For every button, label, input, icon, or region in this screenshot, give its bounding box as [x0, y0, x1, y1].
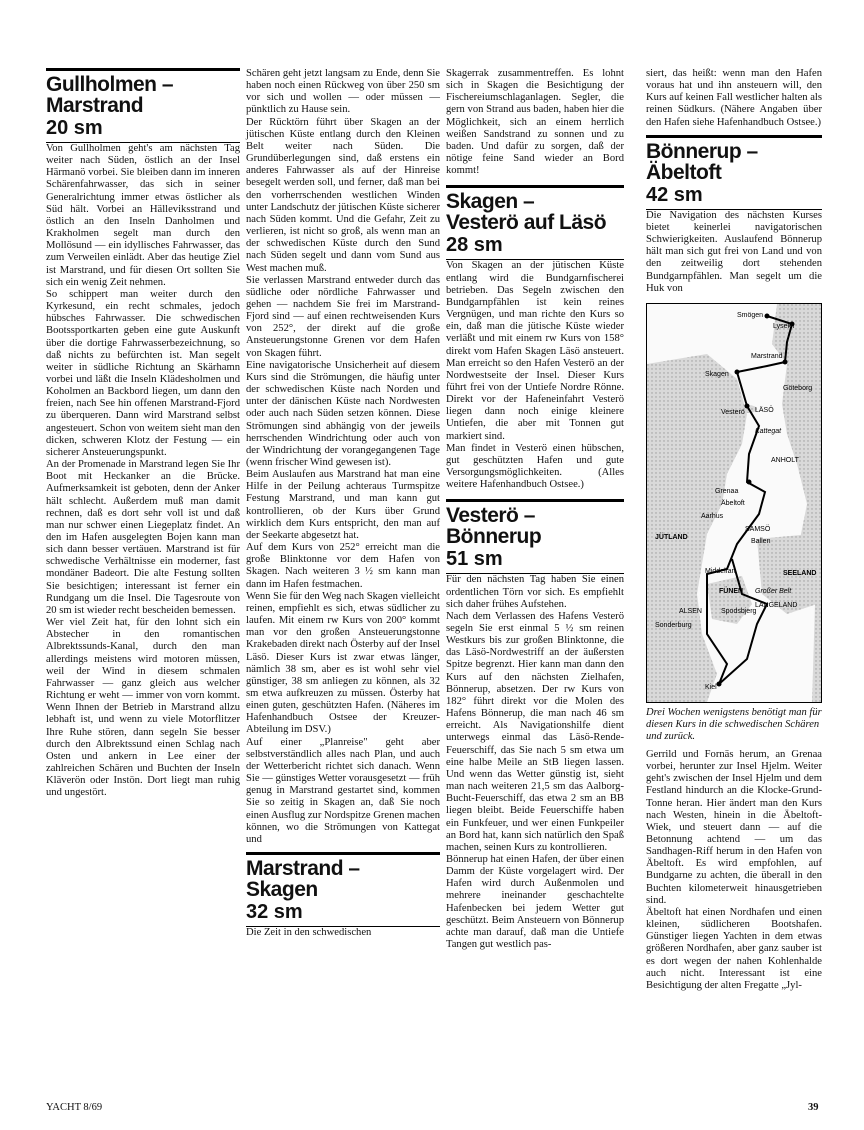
map-label-anholt: ANHOLT [771, 456, 799, 464]
section-heading-marstrand-skagen [246, 852, 440, 922]
map-label-spodsbjerg: Spodsbjerg [721, 607, 757, 615]
map-label-lysekil: Lysekil [773, 322, 795, 330]
paragraph: Auf dem Kurs von 252° erreicht man die große Blinktonne vor dem Hafen von Skagen. Nach weiteren 3 ½ sm kann man dann im Hafen festmachen. [246, 542, 440, 590]
column-3 [446, 68, 624, 951]
heading-title-line2: Marstrand [46, 94, 144, 117]
map-label-middelfart: Middelfart [705, 567, 736, 575]
paragraph: Beim Auslaufen aus Marstrand hat man eine Hilfe in der Peilung achteraus Turmspitze Festung Marstrand, und man kann gut kontrollieren, ob der Kurs über Grund wirklich dem Kurs entspricht, den man auf der Seekarte abgesetzt hat. [246, 469, 440, 541]
paragraph: Von Gullholmen geht's am nächsten Tag weiter nach Süden, östlich an der Insel Härmanö vorbei. Sie bleiben dann im inneren Schärenfahrwasser, das sich in seiner Generalrichtung immer etwas östlicher als Süd hält. Vorbei an Hälleviksstrand und östlich an den Inseln Danholmen und Krakholmen segelt man durch den Mollösund — ein idyllisches Fahrwasser, das zum Verweilen einlädt. Aber das heutige Ziel ist Marstrand, und für diesen Ort sollten Sie sich ein wenig Zeit nehmen. [46, 143, 240, 288]
paragraph: Skagerrak zusammentreffen. Es lohnt sich in Skagen die Besichtigung der Fischereiumschlaganlagen. Segler, die gern von Strand aus baden, haben hier die Möglichkeit, sich an einem herrlich weißen Sandstrand zu sonnen und zu baden. Und dafür zu sorgen, daß der nötige feine Sand wieder an Bord kommt! [446, 68, 624, 177]
paragraph: An der Promenade in Marstrand legen Sie Ihr Boot mit Heckanker an die Brücke. Aufmerksamkeit ist geboten, denn der Anker hält schlecht. Außerdem muß man damit rechnen, daß es dort sehr voll ist und daß man nur schwer einen Liegeplatz findet. An den im Hafen ausgelegten Bojen kann man sich dann besser vertäuen. Marstrand ist für schwedische Verhältnisse ein moderner, fast mondäner Badeort. Die alte Festung sollten Sie besichtigen; interessant ist ferner ein Rundgang um die Insel. Die Tagesroute von 20 sm ist wieder recht bescheiden bemessen. [46, 459, 240, 616]
paragraph: Man findet in Vesterö einen hübschen, gut geschützten Hafen und gute Versorgungsmöglichkeiten. (Alles weitere Hafenhandbuch Ostsee.) [446, 442, 624, 491]
map-label-laso: LÄSÖ [755, 406, 774, 414]
paragraph: Gerrild und Fornäs herum, an Grenaa vorbei, herunter zur Insel Hjelm. Weiter geht's zwischen der Insel Hjelm und dem Festland hindurch an die Klocke-Grund-Tonne heran. Hier ändert man den Kurs nach Westen, hinein in die Äbeltoft-Wiek, und steuert dann — auf die Betonnung achtend — um das Sandhagen-Riff herum in den Hafen von Äbeltoft. Es wird empfohlen, auf Bundgarne zu achten, die überall in den Buchten kilometerweit hinausgetrieben sind. [646, 748, 822, 906]
column-4 [646, 68, 822, 992]
paragraph: So schippert man weiter durch den Kyrkesund, ein recht schmales, jedoch hübsches Fahrwasser. Die schwedischen Bootssportkarten geben eine gute Auskunft über die dortige Fahrwasserbezeichnung, so daß nichts zu befürchten ist. Man segelt weiter in südliche Richtung an Skärhamn vorbei und läßt die Inseln Klädesholmen und Koholmen an Backbord liegen, um dann den freien, nach See hin offenen Marstrand-Fjord zu überqueren. Dann wird Marstrand selbst angesteuert. Schon von weitem sieht man den dicken, schweren Klotz der Festung — ein sicherer Ansteuerungspunkt. [46, 288, 240, 458]
heading-title-line1: Bönnerup – [646, 139, 758, 163]
map-label-sonderburg: Sonderburg [655, 621, 692, 629]
map-label-jutland: JÜTLAND [655, 533, 688, 541]
heading-title-line2: Vesterö auf Läsö [446, 211, 607, 235]
paragraph: Sie verlassen Marstrand entweder durch das südliche oder nördliche Fahrwasser und gehen — nachdem Sie frei im Marstrand-Fjord sind — auf einen rechtweisenden Kurs von 252°, der direkt auf die große Ansteuerungstonne Grenen vor dem Hafen von Skagen führt. [246, 274, 440, 359]
paragraph: Nach dem Verlassen des Hafens Vesterö segeln Sie erst einmal 5 ½ sm reinen Westkurs bis zur großen Blinktonne, die das Läsö-Nordwestriff an der äußersten Spitze begrenzt. Hier kann man dann den Kurs auf den nächsten Zielhafen, Bönnerup, absetzen. Der rw Kurs von 182° führt direkt vor die Molen des Hafens Bönnerup, die man nach 46 sm erreicht. Als Navigationshilfe dient unterwegs einmal das Läsö-Rende-Feuerschiff, das Sie nach 5 sm etwa um eine halbe Meile an StB liegen lassen. Und wenn das Wetter günstig ist, sieht man nach weiteren 21,5 sm das Aalborg-Bucht-Feuerschiff, das etwa 2 sm an BB liegen bleibt. Beide Feuerschiffe haben ein Funkfeuer, und wer einen Funkpeiler an Bord hat, kann sich natürlich den Spaß machen, seinen Kurs zu kontrollieren. [446, 610, 624, 853]
heading-title-line1: Marstrand – [246, 857, 360, 880]
map-label-marstrand: Marstrand [751, 352, 783, 360]
column-1 [46, 68, 240, 799]
section-heading-skagen-vestero [446, 185, 624, 255]
heading-distance: 51 sm [446, 548, 503, 571]
paragraph: Auf einer „Planreise" geht aber selbstverständlich alles nach Plan, und auch der Wetterbericht richtet sich danach. Wenn Sie — günstiges Wetter vorausgesetzt — früh genug in Marstrand gestartet sind, kommen Sie so zeitig in Skagen an, daß Sie noch einen Ausflug zur Nordspitze Grenen machen können, wo die Strömungen von Kattegat und [246, 736, 440, 845]
section-heading-vestero-bonnerup [446, 499, 624, 569]
paragraph: Der Rücktörn führt über Skagen an der jütischen Küste entlang durch den Kleinen Belt weiter nach Süden. Die Grundüberlegungen sind, daß erstens ein anderes Fahrwasser als auf der Hinreise besegelt werden soll, und ferner, daß man bei den vorherrschenden westlichen Winden unter Landschutz der jütischen Küste sicherer nach Süden kommt. Und die Gefahr, Zeit zu verlieren, ist nicht so groß, als wenn man an der schwedischen Küste durch den Sund nach Süden segelt und dann vom Sund aus West machen muß. [246, 116, 440, 274]
footer-issue: YACHT 8/69 [46, 1102, 103, 1113]
paragraph: Die Zeit in den schwedischen [246, 927, 372, 938]
paragraph: Die Navigation des nächsten Kurses bietet keinerlei navigatorischen Schwierigkeiten. Auslaufend Bönnerup hält man sich gut frei von Land und von den zeitweilig dort stehenden Bundgarnpfählen. Man segelt um die Huk von [646, 209, 822, 294]
paragraph: siert, das heißt: wenn man den Hafen voraus hat und ihn ansteuern will, den Kurs auf keinen Fall westlicher halten als reinen Südkurs. (Nähere Angaben über den Hafen siehe Hafenhandbuch Ostsee.) [646, 68, 822, 128]
paragraph: Schären geht jetzt langsam zu Ende, denn Sie haben noch einen Rückweg von über 250 sm vor sich und wollen — oder müssen — pünktlich zu Hause sein. [246, 68, 440, 116]
paragraph: Eine navigatorische Unsicherheit auf diesem Kurs sind die Strömungen, die häufig unter der schwedischen Küste nach Norden und unter der dänischen Küste nach Nordwesten oder auch nach Süden setzen können. Diese Strömungen sind abhängig von der jeweils herrschenden Windrichtung oder auch von der Windrichtung der vorangegangenen Tage (wenn frischer Wind gewesen ist). [246, 359, 440, 468]
column-2 [246, 68, 440, 939]
map-label-skagen: Skagen [705, 370, 729, 378]
map-label-langeland: LANGELAND [755, 601, 798, 609]
heading-title-line1: Skagen – [446, 190, 535, 214]
section-heading-gullholmen-marstrand [46, 68, 240, 138]
heading-title-line1: Vesterö – [446, 504, 535, 528]
heading-title-line2: Bönnerup [446, 525, 542, 549]
map-label-seeland: SEELAND [783, 569, 817, 577]
heading-distance: 42 sm [646, 183, 703, 206]
paragraph: Bönnerup hat einen Hafen, der über einen Damm der Küste vorgelagert wird. Der Hafen wird durch Außenmolen und mehrere ineinander geschachtelte Hafenbecken bei jedem Wetter gut geschützt. Beim Ansteuern von Bönnerup achte man darauf, daß man die Untiefe Tangen gut westlich pas- [446, 853, 624, 951]
map-label-aarhus: Aarhus [701, 512, 724, 520]
heading-title-line2: Äbeltoft [646, 160, 722, 184]
map-label-grosser-belt: Großer Belt [755, 587, 792, 595]
section-heading-bonnerup-abeltoft [646, 135, 822, 205]
map-label-ballen: Ballen [751, 537, 771, 545]
map-label-kattegat: Kattegat [755, 427, 782, 435]
map-label-funen: FÜNEN [719, 587, 744, 595]
map-label-goteborg: Göteborg [783, 384, 813, 392]
paragraph: Für den nächsten Tag haben Sie einen ordentlichen Törn vor sich. Es empfiehlt sich daher frühes Aufstehen. [446, 574, 624, 610]
heading-title-line1: Gullholmen – [46, 73, 174, 96]
paragraph: Von Skagen an der jütischen Küste entlang wird die Bundgarnfischerei betrieben. Das Segeln zwischen den Bundgarnpfählen ist kein reines Vergnügen, und man richte den Kurs so ein, daß man die jütische Küste wieder verläßt und mit einem rw Kurs von 158° direkt vom Hafen Skagen Läsö ansteuert. Man erreicht so den Hafen Vesterö an der Nordwestseite der Insel. Dieser Kurs führt frei von der Untiefe Nordre Rönne. Direkt vor der Hafeneinfahrt Vesterö liegen dann noch einige kleinere Untiefen, die aber mit Tonnen gut markiert sind. [446, 260, 624, 442]
map-caption: Drei Wochen wenigstens benötigt man für diesen Kurs in die schwedischen Schären und zurück. [646, 706, 822, 742]
paragraph: Äbeltoft hat einen Nordhafen und einen kleinen, südlicheren Bootshafen. Günstiger liegen Yachten in dem etwas größeren Nordhafen, aber ganz sauber ist es dort wegen der nahen Kohlenhalde auch nicht. Interessant ist eine Besichtigung der alten Fregatte „Jyl- [646, 906, 822, 991]
map-label-alsen: ALSEN [679, 607, 702, 615]
heading-distance: 20 sm [46, 117, 103, 139]
map-label-vestero: Vesterö [721, 408, 745, 416]
heading-title-line2: Skagen [246, 878, 318, 901]
map-label-samso: SAMSÖ [745, 525, 771, 533]
map-label-abeltoft: Äbeltoft [721, 499, 745, 507]
paragraph: Wer viel Zeit hat, für den lohnt sich ein Abstecher in den romantischen Albrektssunds-Kanal, durch den man allerdings meistens wird motoren müssen, weil der Wind in diesem schmalen Fahrwasser — ganz gleich aus welcher Richtung er weht — immer von vorn kommt. Wenn Ihnen der Betrieb in Marstrand allzu lebhaft ist, und wenn zu viele Motorflitzer Ihre Ruhe stören, dann segeln Sie besser durch den Albrektssund einen Schlag nach Osten und ankern in Lee einer der zahlreichen Schären und Buchten der Inseln Kläverön oder Instön. Dort liegt man ruhig und ungestört. [46, 617, 240, 799]
footer-page-number: 39 [808, 1102, 819, 1113]
route-map [646, 303, 822, 703]
paragraph: Wenn Sie für den Weg nach Skagen vielleicht reinen, empfiehlt es sich, etwas südlicher zu laufen. Mit einem rw Kurs von 200° kommt man vor den großen Ansteuerungstonne Krakebaden direkt nach Österby auf der Insel Läsö. Dieser Kurs ist zwar etwas länger, nämlich 38 sm, aber es ist wohl sehr viel günstiger, 38 sm anliegen zu können, als 32 sm etwa aufkreuzen zu müssen. Österby hat einen guten, geschützten Hafen. (Näheres im Hafenhandbuch Ostsee der Kreuzer-Abteilung im DSV.) [246, 590, 440, 736]
map-label-smogen: Smögen [737, 311, 764, 319]
map-label-kiel: Kiel [705, 683, 717, 691]
map-label-grenaa: Grenaa [715, 487, 739, 495]
heading-distance: 32 sm [246, 901, 303, 923]
heading-distance: 28 sm [446, 234, 503, 257]
